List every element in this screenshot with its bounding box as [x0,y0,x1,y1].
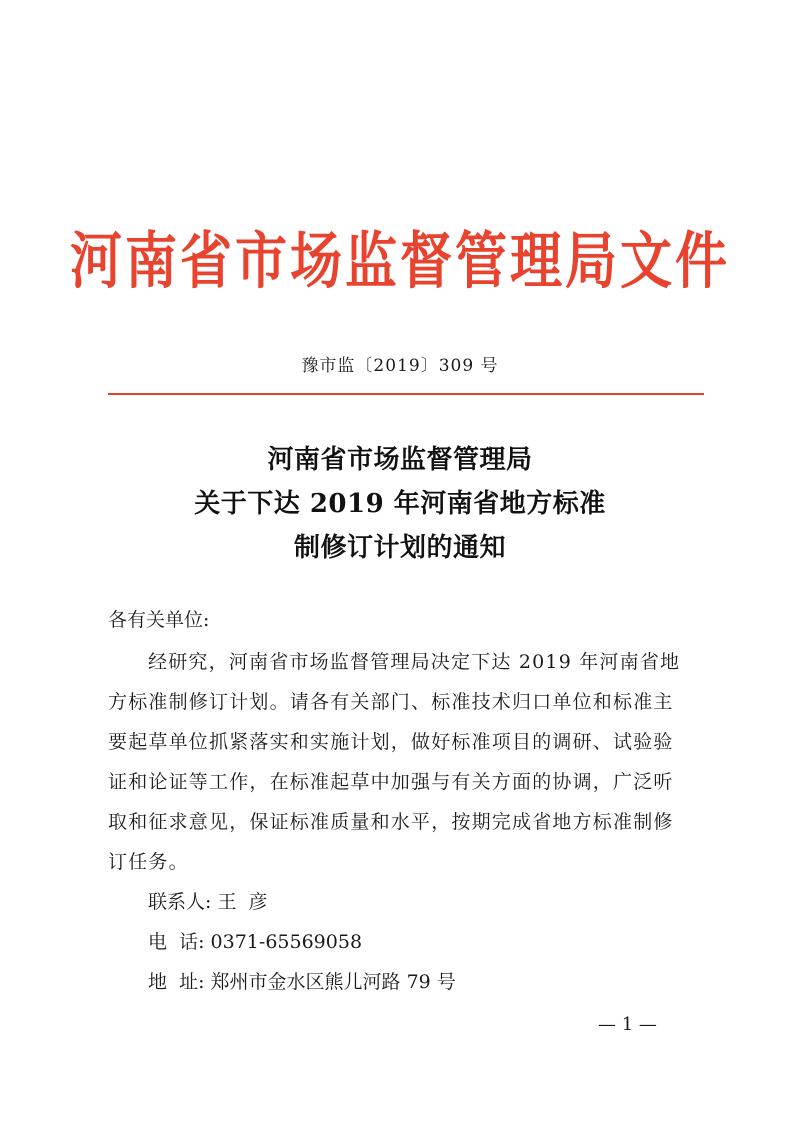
page-number: — 1 — [598,1014,657,1035]
address-label: 地 址 [148,971,199,993]
body-line: 方标准制修订计划。请各有关部门、标准技术归口单位和标准主 [108,691,674,713]
phone-label: 电 话 [148,931,199,953]
contact-person-label: 联系人 [148,891,206,913]
contact-phone-row [148,922,362,962]
agency-header-title: 河南省市场监督管理局文件 [69,225,730,298]
notice-title-line-2: 关于下达 2019 年河南省地方标准 [194,489,606,519]
contact-person-row [148,882,268,922]
document-number: 豫市监〔2019〕309 号 [301,356,499,376]
body-line: 经研究，河南省市场监督管理局决定下达 2019 年河南省地 [148,651,681,673]
notice-title-line-1: 河南省市场监督管理局 [267,445,533,475]
phone-value: 0371-65569058 [210,931,363,953]
body-line: 取和征求意见，保证标准质量和水平，按期完成省地方标准制修 [108,811,674,833]
notice-title-line-3: 制修订计划的通知 [293,533,506,563]
address-value: 郑州市金水区熊儿河路 79 号 [210,971,456,993]
colon: : [198,931,205,953]
red-divider-line [108,393,704,395]
contact-person-value: 王 彦 [217,891,268,913]
colon: : [198,971,205,993]
salutation: 各有关单位: [108,609,210,631]
body-line: 要起草单位抓紧落实和实施计划，做好标准项目的调研、试验验 [108,731,674,753]
body-line: 订任务。 [108,851,189,873]
contact-address-row [148,962,456,1002]
body-line: 证和论证等工作，在标准起草中加强与有关方面的协调，广泛听 [108,771,674,793]
colon: : [205,891,212,913]
